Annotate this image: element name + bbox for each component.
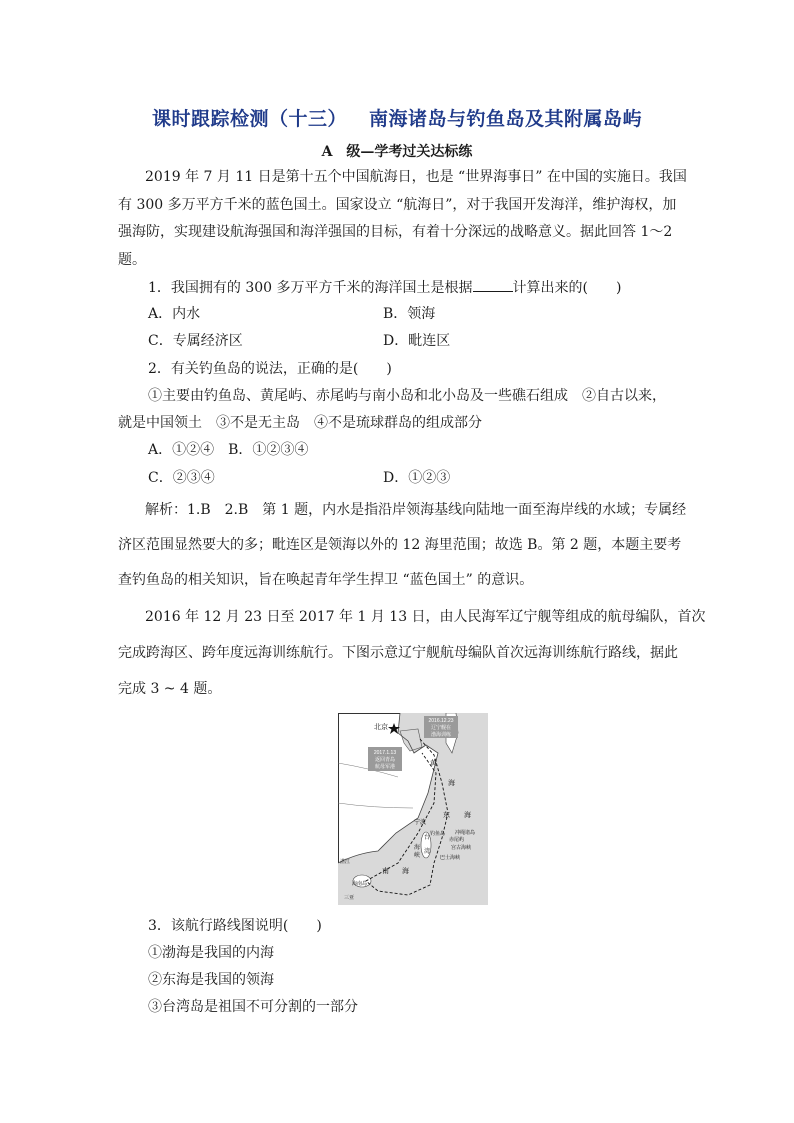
- label-huang: 黄: [430, 760, 437, 767]
- title-part1: 课时跟踪检测（十三）: [151, 108, 347, 130]
- title-part2: 南海诸岛与钓鱼岛及其附属岛屿: [369, 108, 643, 130]
- box2-line2: 返回青岛: [374, 757, 396, 763]
- intro2-line2: 完成跨海区、跨年度远海训练航行。下图示意辽宁舰航母编队首次远海训练航行路线，据此: [118, 645, 678, 661]
- intro1-line4: 题。: [118, 252, 146, 268]
- analysis-line2: 济区范围显然要大的多；毗连区是领海以外的 12 海里范围；故选 B。第 2 题，本题主要考: [118, 537, 682, 553]
- label-strait-2: 峡: [414, 853, 421, 859]
- label-taiwan: 台: [424, 835, 431, 841]
- q1-option-a: A．内水: [148, 306, 201, 322]
- box1-line1: 2016.12.23: [428, 718, 454, 724]
- label-chiwei: 赤尾屿: [449, 837, 465, 843]
- q2-option-c: C．②③④: [148, 470, 215, 486]
- section-subtitle: A 级—学考过关达标练: [321, 144, 473, 160]
- q3-item-1: ①渤海是我国的内海: [148, 945, 274, 961]
- question-3-stem: 3．该航行路线图说明( ): [148, 918, 322, 934]
- label-strait-1: 海: [414, 845, 421, 851]
- label-diaoyu: 钓鱼岛: [430, 831, 446, 837]
- analysis-line3: 查钓鱼岛的相关知识，旨在唤起青年学生捍卫 “蓝色国土” 的意识。: [118, 572, 534, 588]
- label-sanya: 三亚: [344, 895, 355, 901]
- q1-option-c: C．专属经济区: [148, 333, 243, 349]
- label-ryukyu: 冲绳诸岛: [455, 830, 476, 836]
- label-hai-south: 海: [402, 868, 409, 875]
- box1-line3: 渤海训练: [430, 732, 452, 738]
- answer-blank: [473, 277, 513, 292]
- intro2-line1: 2016 年 12 月 23 日至 2017 年 1 月 13 日，由人民海军辽宁舰等组成的航母编队，首次: [145, 609, 706, 625]
- label-hai-yellow: 海: [448, 780, 455, 787]
- label-miyako: 宫古海峡: [451, 845, 472, 851]
- label-nan: 南: [382, 868, 389, 875]
- intro1-line3: 强海防，实现建设航海强国和海洋强国的目标，有着十分深远的战略意义。据此回答 1～2: [118, 224, 673, 240]
- q1-option-b: B．领海: [383, 306, 436, 322]
- q3-item-2: ②东海是我国的领海: [148, 972, 274, 988]
- box1-line2: 辽宁舰在: [430, 725, 452, 731]
- intro1-line2: 有 300 多万平方千米的蓝色国土。国家设立 “航海日”，对于我国开发海洋，维护海权，加: [118, 197, 677, 213]
- route-map: [338, 713, 488, 905]
- label-hainan: 海南岛: [352, 881, 368, 887]
- q1-stem-after: 计算出来的( ): [512, 280, 622, 296]
- label-zhanjiang: 湛江: [340, 859, 351, 865]
- intro1-line1: 2019 年 7 月 11 日是第十五个中国航海日，也是 “世界海事日” 在中国的实施日。我国: [145, 169, 687, 185]
- label-beijing: 北京: [374, 724, 388, 731]
- q2-items-line1: ①主要由钓鱼岛、黄尾屿、赤尾屿与南小岛和北小岛及一些礁石组成 ②自古以来，: [148, 388, 666, 404]
- question-2-stem: 2．有关钓鱼岛的说法，正确的是( ): [148, 361, 392, 377]
- label-bashi: 巴士海峡: [440, 855, 461, 861]
- label-wan: 湾: [424, 849, 431, 855]
- q3-item-3: ③台湾岛是祖国不可分割的一部分: [148, 999, 358, 1015]
- label-dong: 东: [443, 812, 450, 819]
- label-ningbo: 宁波: [414, 820, 427, 826]
- q2-option-d: D．①②③: [383, 470, 451, 486]
- q2-items-line2: 就是中国领土 ③不是无主岛 ④不是琉球群岛的组成部分: [118, 415, 482, 431]
- box2-line3: 航母军港: [374, 764, 396, 770]
- q2-option-ab: A．①②④ B．①②③④: [148, 442, 309, 458]
- q1-stem-before: 1．我国拥有的 300 多万平方千米的海洋国土是根据: [148, 280, 473, 296]
- q1-option-d: D．毗连区: [383, 333, 451, 349]
- box2-line1: 2017.1.13: [373, 750, 397, 756]
- question-1-stem: [148, 277, 621, 298]
- intro2-line3: 完成 3 ~ 4 题。: [118, 681, 222, 697]
- label-hai-east: 海: [464, 812, 471, 819]
- page-title: [0, 104, 794, 131]
- analysis-line1: 解析：1.B 2.B 第 1 题，内水是指沿岸领海基线向陆地一面至海岸线的水域；专属经: [145, 502, 687, 518]
